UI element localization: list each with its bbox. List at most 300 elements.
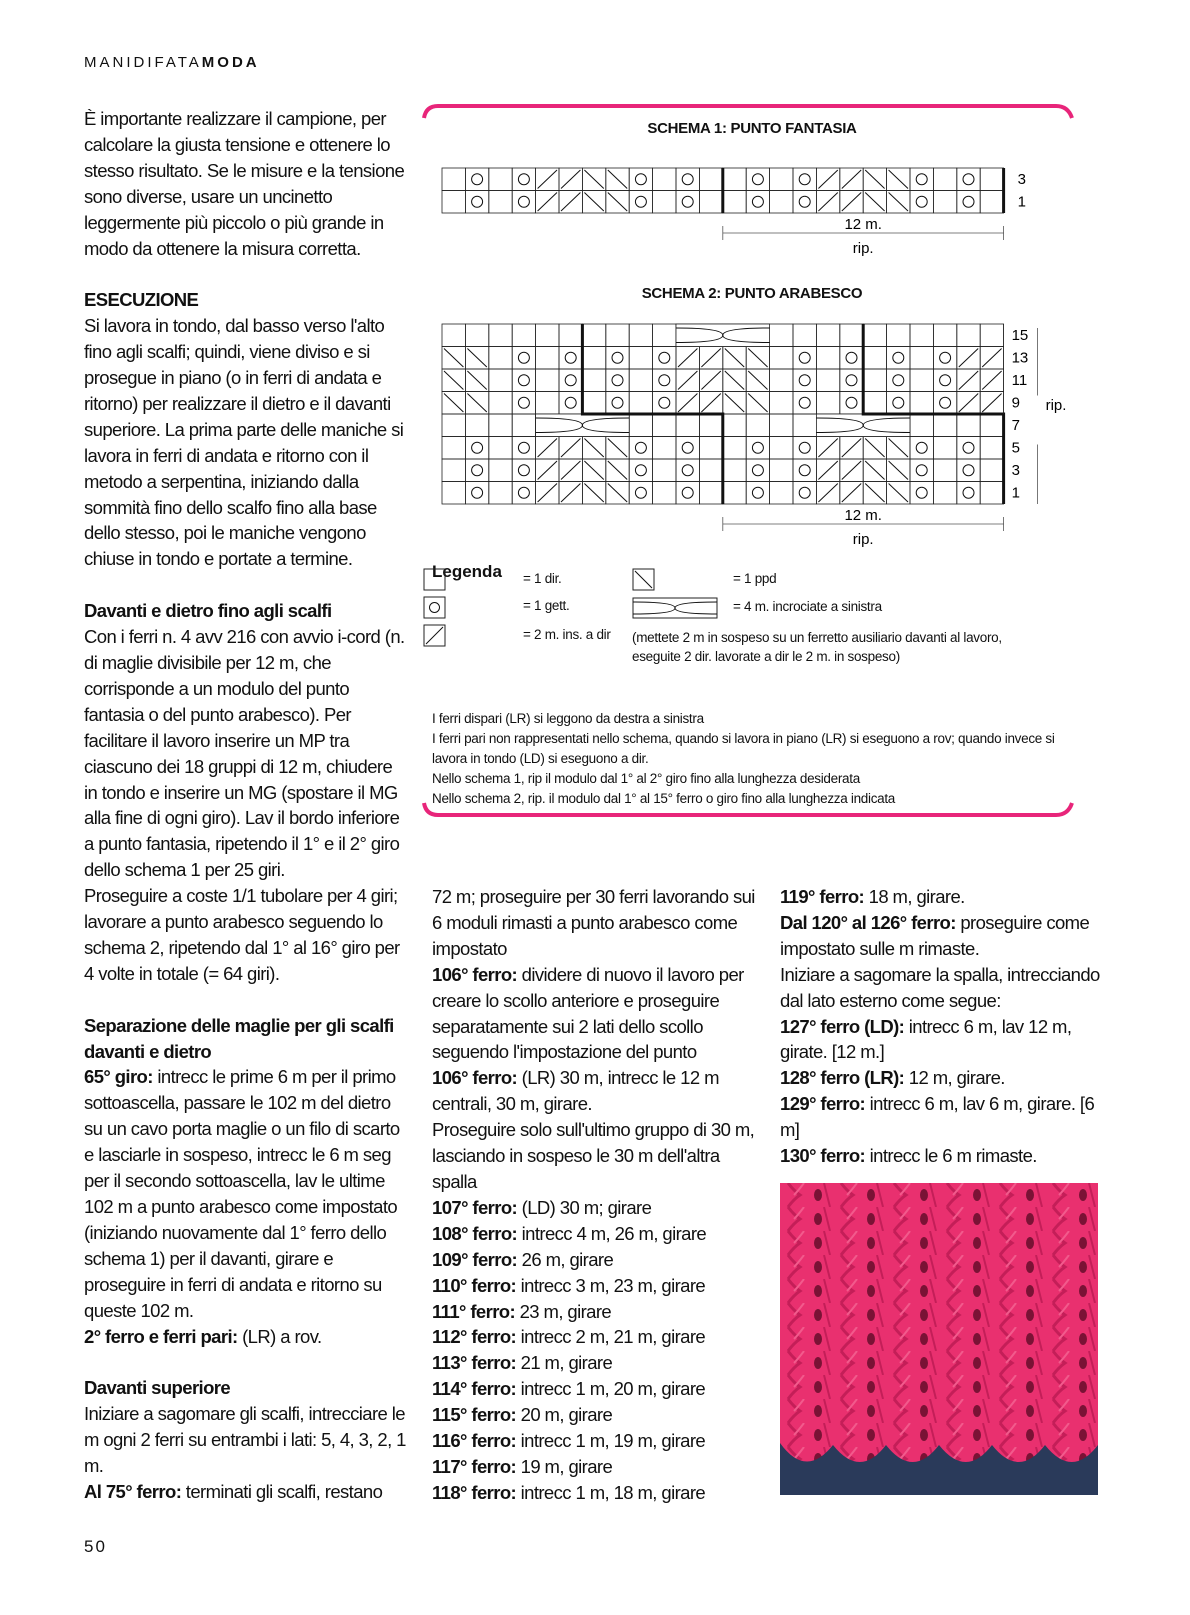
chart-cell [442,459,465,482]
chart-cell [699,414,722,437]
yarn-over-symbol [659,352,670,363]
instruction-label: 130° ferro: [780,1145,866,1167]
instruction-text: 26 m, girare [517,1248,614,1270]
instruction-label: 2° ferro e ferri pari: [84,1325,238,1347]
yarn-over-symbol [682,174,693,185]
legend-cable-note-1: (mettete 2 m in sospeso su un ferretto ausiliario davanti al lavoro, [632,630,1002,645]
chart-cell [840,347,863,370]
legend-title: Legenda [432,562,502,581]
yarn-over-symbol [565,397,576,408]
yarn-over-symbol [799,465,810,476]
chart-cell [770,168,793,191]
chart-cell [770,392,793,415]
instruction-paragraph [432,1065,762,1117]
note-line: Nello schema 2, rip. il modulo dal 1° al 15° ferro o giro fino alla lunghezza indicata [432,791,896,806]
k2tog-symbol [818,484,837,503]
chart-cell [910,437,933,460]
chart-cell [723,459,746,482]
chart-cell [770,414,793,437]
yarn-over-symbol [752,465,763,476]
legend-cable-note-2: eseguite 2 dir. lavorate a dir le 2 m. in sospeso) [632,649,900,664]
yarn-over-symbol [893,375,904,386]
chart-cell [582,369,605,392]
instruction-text: proseguire come impostato sulle m rimaste. [780,911,1090,959]
chart-cell [489,191,512,214]
instruction-paragraph [780,1143,1110,1169]
instruction-text: terminati gli scalfi, restano [181,1480,383,1502]
k2tog-symbol [818,439,837,458]
chart-cell [910,482,933,505]
chart-cell [536,392,559,415]
chart-cell [770,347,793,370]
instruction-paragraph [432,962,762,1066]
yarn-over-symbol [799,375,810,386]
instruction-label: 128° ferro (LR): [780,1067,905,1089]
chart-cell [887,392,910,415]
chart-cell [770,482,793,505]
section-heading: Davanti superiore [84,1377,231,1399]
instruction-label: 129° ferro: [780,1093,866,1115]
schema2-chart [440,322,1080,557]
ssk-symbol [889,484,908,503]
instruction-text: 23 m, girare [515,1300,612,1322]
instruction-label: 110° ferro: [432,1274,517,1296]
chart-cell [465,324,488,347]
yarn-over-symbol [799,487,810,498]
chart-cell [933,191,956,214]
yarn-over-symbol [940,375,951,386]
k2tog-symbol [818,170,837,189]
chart-cell [746,437,769,460]
yarn-over-symbol [846,375,857,386]
chart-cell [582,347,605,370]
yarn-over-symbol [963,487,974,498]
k2tog-symbol [538,193,557,212]
chart-cell [489,437,512,460]
note-line: I ferri pari non rappresentati nello schema, quando si lavora in piano (LR) si eseguono a rov; quando invece si lavora in tondo (LD) si eseguono a dir. [432,731,1055,766]
k2tog-symbol [842,461,861,480]
chart-cell [559,392,582,415]
instruction-text: intrecc 1 m, 19 m, girare [516,1430,706,1452]
instruction-paragraph [432,1428,762,1454]
k2tog-symbol [561,484,580,503]
chart-cell [676,482,699,505]
chart-cell [933,414,956,437]
ssk-symbol [444,349,463,368]
yarn-over-symbol [916,442,927,453]
row-label: 9 [1011,394,1020,412]
chart-cell [512,347,535,370]
chart-cell [816,347,839,370]
ssk-symbol [865,484,884,503]
paragraph: Proseguire a coste 1/1 tubolare per 4 giri; lavorare a punto arabesco seguendo lo schema 2, ripetendo dal 1° al 16° giro per 4 volte in totale (= 64 giri). [84,885,400,984]
chart-cell [746,459,769,482]
ssk-symbol [748,371,767,390]
instruction-paragraph [432,1402,762,1428]
instruction-text: intrecc le prime 6 m per il primo sottoascella, passare le 102 m del dietro su un cavo porta maglie o un filo di scarto e lasciarle in sospeso, intrecc le 6 m seg per il secondo sottoascella, lav le ultime 102 m a punto arabesco come impostato (iniziando nuovamente dal 1° ferro dello schema 1) per il davanti, girare e proseguire in ferri di andata e ritorno su queste 102 m. [84,1066,400,1321]
chart-cell [512,414,535,437]
brand-light: MANIDIFATA [84,54,202,71]
yarn-over-symbol [963,174,974,185]
chart-cell [746,482,769,505]
instruction-text: dividere di nuovo il lavoro per creare lo scollo anteriore e proseguire separatamente sui 2 lati dello scollo seguendo l'impostazione del punto [432,963,744,1063]
chart-cell [933,324,956,347]
section-heading: Separazione delle maglie per gli scalfi davanti e dietro [84,1014,394,1062]
schema1-chart [440,166,1060,266]
instruction-text: 12 m, girare. [904,1067,1005,1089]
chart-cell [980,168,1003,191]
chart-cell [629,347,652,370]
instruction-label: 112° ferro: [432,1326,517,1348]
k2tog-symbol [538,170,557,189]
knit-sample-photo [780,1183,1098,1495]
chart-cell [793,392,816,415]
chart-cell [653,392,676,415]
instruction-label: 111° ferro: [432,1300,516,1322]
chart-cell [629,168,652,191]
chart-cell [676,414,699,437]
yarn-over-symbol [963,196,974,207]
instruction-text: intrecc le 6 m rimaste. [865,1145,1037,1167]
chart-cell [465,414,488,437]
instruction-label: 115° ferro: [432,1404,517,1426]
yarn-over-symbol [752,196,763,207]
ssk-symbol [584,484,603,503]
chart-cell [512,459,535,482]
page-number: 50 [84,1537,107,1556]
rip-label: rip. [852,240,874,257]
chart-cell [465,168,488,191]
chart-cell [723,414,746,437]
yarn-over-symbol [752,174,763,185]
section-heading: ESECUZIONE [84,289,199,311]
chart-cell [465,459,488,482]
k2tog-symbol [959,371,978,390]
k2tog-symbol [818,461,837,480]
yarn-over-symbol [846,352,857,363]
k2tog-symbol [561,439,580,458]
ssk-symbol [889,439,908,458]
chart-cell [489,347,512,370]
chart-cell [512,369,535,392]
instruction-text: 18 m, girare. [864,886,965,907]
instruction-paragraph [84,1064,409,1323]
chart-cell [582,324,605,347]
instruction-label: 113° ferro: [432,1352,517,1374]
legend-label-ins: = 2 m. ins. a dir [523,627,611,642]
chart-cell [653,191,676,214]
chart-cell [629,369,652,392]
k2tog-symbol [678,371,697,390]
yarn-over-symbol [799,196,810,207]
ssk-symbol [748,394,767,413]
rip-label: rip. [852,531,874,548]
chart-cell [699,168,722,191]
instruction-label: 108° ferro: [432,1222,518,1244]
chart-cell [793,369,816,392]
instruction-paragraph [432,1376,762,1402]
yarn-over-symbol [635,487,646,498]
chart-cell [910,369,933,392]
paragraph: Si lavora in tondo, dal basso verso l'alto fino agli scalfi; quindi, viene diviso e si prosegue in piano (o in ferri di andata e ritorno) per realizzare il dietro e il davanti superiore. La prima parte delle maniche si lavora in ferri di andata e ritorno con il metodo a serpentina, iniziando dalla sommità fino dello scalfo fino alla base dello stesso, poi le maniche vengono chiuse in tondo e portate a termine. [84,315,404,570]
chart-cell [957,191,980,214]
instruction-paragraph [432,1454,762,1480]
chart-cell [559,324,582,347]
text-column-3 [780,884,1110,1169]
chart-cell [957,482,980,505]
chart-cell [629,191,652,214]
chart-cell [676,168,699,191]
ssk-symbol [865,461,884,480]
yarn-over-symbol [963,442,974,453]
chart-cell [840,392,863,415]
ssk-symbol [608,439,627,458]
yarn-over-symbol [518,465,529,476]
chart-cell [442,168,465,191]
yarn-over-symbol [682,465,693,476]
k2tog-symbol [959,349,978,368]
chart-cell [957,437,980,460]
paragraph-gap [84,1349,409,1375]
chart-cell [863,392,886,415]
legend-label-ppd: = 1 ppd [733,571,777,586]
row-label: 1 [1017,193,1026,211]
schema1-title: SCHEMA 1: PUNTO FANTASIA [647,120,857,137]
chart-cell [933,369,956,392]
yarn-over-symbol [612,375,623,386]
k2tog-symbol [982,371,1001,390]
chart-cell [746,168,769,191]
chart-cell [863,324,886,347]
text-column-1 [84,106,409,1505]
instruction-paragraph [432,1247,762,1273]
yarn-over-symbol [940,352,951,363]
ssk-symbol [444,371,463,390]
yarn-over-symbol [518,196,529,207]
chart-cell [770,369,793,392]
chart-cell [653,347,676,370]
chart-cell [676,459,699,482]
row-label: 5 [1011,439,1020,457]
k2tog-symbol [982,349,1001,368]
chart-cell [629,437,652,460]
ssk-symbol [889,461,908,480]
box-top-line [424,106,1072,118]
chart-cell [582,392,605,415]
ssk-symbol [725,371,744,390]
k2tog-symbol [818,193,837,212]
yarn-over-symbol [682,442,693,453]
paragraph-gap [84,572,409,598]
instruction-paragraph [432,1221,762,1247]
k2tog-symbol [959,394,978,413]
k2tog-symbol [678,349,697,368]
k2tog-symbol [842,170,861,189]
chart-cell [442,191,465,214]
instruction-text: intrecc 6 m, lav 6 m, girare. [6 m] [780,1093,1095,1141]
instruction-text: 20 m, girare [516,1404,613,1426]
row-label: 3 [1011,462,1020,479]
chart-cell [723,437,746,460]
ssk-symbol [467,371,486,390]
chart-cell [910,168,933,191]
chart-cell [793,459,816,482]
chart-cell [887,347,910,370]
chart-cell [653,459,676,482]
ssk-symbol [444,394,463,413]
legend-label-gett: = 1 gett. [523,598,570,613]
chart-cell [489,392,512,415]
chart-cell [512,392,535,415]
chart-cell [933,168,956,191]
instruction-label: 106° ferro: [432,963,518,985]
yarn-over-symbol [799,442,810,453]
instruction-text: 21 m, girare [516,1352,613,1374]
yarn-over-symbol [518,397,529,408]
k2tog-symbol [982,394,1001,413]
yarn-over-symbol [659,375,670,386]
yarn-over-symbol [472,442,483,453]
row-label: 15 [1011,327,1029,344]
instruction-label: 107° ferro: [432,1196,518,1218]
legend-empty-symbol [424,569,445,590]
chart-cell [723,168,746,191]
instruction-paragraph [84,1479,409,1505]
instruction-paragraph [432,1299,762,1325]
legend-label-cable: = 4 m. incrociate a sinistra [733,599,882,614]
chart-cell [957,414,980,437]
brand-bold: MODA [201,54,260,71]
paragraph: 72 m; proseguire per 30 ferri lavorando sui 6 moduli rimasti a punto arabesco come impostato [432,886,755,959]
instruction-label: Al 75° ferro: [84,1480,182,1502]
instruction-label: 106° ferro: [432,1067,518,1089]
instruction-paragraph [432,1195,762,1221]
instruction-label: 117° ferro: [432,1455,517,1477]
ssk-symbol [608,484,627,503]
chart-cell [957,168,980,191]
chart-cell [653,168,676,191]
chart-cell [933,437,956,460]
yarn-over-symbol [472,465,483,476]
instruction-paragraph [432,1273,762,1299]
instruction-label: Dal 120° al 126° ferro: [780,911,956,933]
chart-cell [442,437,465,460]
k2tog-symbol [842,193,861,212]
chart-cell [699,191,722,214]
k2tog-symbol [561,193,580,212]
chart-cell [559,347,582,370]
k2tog-symbol [701,349,720,368]
chart-cell [793,482,816,505]
yarn-over-symbol [472,174,483,185]
paragraph-gap [84,987,409,1013]
chart-cell [746,414,769,437]
section-heading: Davanti e dietro fino agli scalfi [84,600,332,622]
paragraph: È importante realizzare il campione, per calcolare la giusta tensione e ottenere lo stesso risultato. Se le misure e la tensione sono diverse, usare un uncinetto leggermente più piccolo o più grande in modo da ottenere la misura corretta. [84,108,405,259]
chart-cell [746,191,769,214]
chart-cell [559,369,582,392]
instruction-text: intrecc 4 m, 26 m, girare [517,1222,707,1244]
k2tog-symbol [701,371,720,390]
chart-cell [910,414,933,437]
k2tog-symbol [701,394,720,413]
k2tog-symbol [561,461,580,480]
chart-cell [770,324,793,347]
chart-cell [723,482,746,505]
paragraph: Iniziare a sagomare gli scalfi, intrecciare le m ogni 2 ferri su entrambi i lati: 5, 4, 3, 2, 1 m. [84,1403,406,1477]
instruction-paragraph [780,910,1110,962]
chart-cell [699,437,722,460]
side-rip-label: rip. [1045,397,1067,414]
chart-cell [512,437,535,460]
ssk-symbol [608,170,627,189]
yarn-over-symbol [846,397,857,408]
chart-cell [980,414,1003,437]
instruction-text: intrecc 2 m, 21 m, girare [516,1326,706,1348]
magazine-header [84,54,260,71]
instruction-label: 114° ferro: [432,1378,517,1400]
instruction-label: 65° giro: [84,1066,153,1088]
chart-cell [980,482,1003,505]
yarn-over-symbol [893,352,904,363]
instruction-paragraph [432,1350,762,1376]
instruction-label: 127° ferro (LD): [780,1015,905,1037]
chart-cell [465,191,488,214]
yarn-over-symbol [635,196,646,207]
yarn-over-symbol [635,442,646,453]
instruction-paragraph [432,1324,762,1350]
yarn-over-symbol [518,487,529,498]
chart-cell [489,482,512,505]
row-label: 1 [1011,484,1020,502]
instruction-paragraph [432,1480,762,1506]
yarn-over-symbol [752,442,763,453]
yarn-over-symbol [635,174,646,185]
yarn-over-symbol [518,442,529,453]
yarn-over-symbol [682,487,693,498]
chart-cell [442,482,465,505]
yarn-over-symbol [893,397,904,408]
chart-cell [629,482,652,505]
yarn-over-symbol [612,397,623,408]
chart-cell [629,459,652,482]
yarn-over-symbol [518,174,529,185]
chart-cell [933,459,956,482]
ssk-symbol [584,439,603,458]
chart-cell [489,459,512,482]
ssk-symbol [865,170,884,189]
chart-cell [816,369,839,392]
repeat-label: 12 m. [844,507,882,524]
chart-cell [793,168,816,191]
ssk-symbol [584,461,603,480]
legend-circle-symbol [424,597,445,618]
yarn-over-symbol [752,487,763,498]
yarn-over-symbol [916,465,927,476]
instruction-paragraph [780,1014,1110,1066]
instruction-paragraph [84,1324,409,1350]
chart-cell [653,414,676,437]
chart-cell [512,482,535,505]
k2tog-symbol [538,461,557,480]
ssk-symbol [889,170,908,189]
ssk-symbol [725,394,744,413]
chart-cell [512,191,535,214]
instruction-text: intrecc 1 m, 18 m, girare [516,1481,706,1503]
chart-cell [770,437,793,460]
chart-cell [910,347,933,370]
yarn-over-symbol [565,375,576,386]
